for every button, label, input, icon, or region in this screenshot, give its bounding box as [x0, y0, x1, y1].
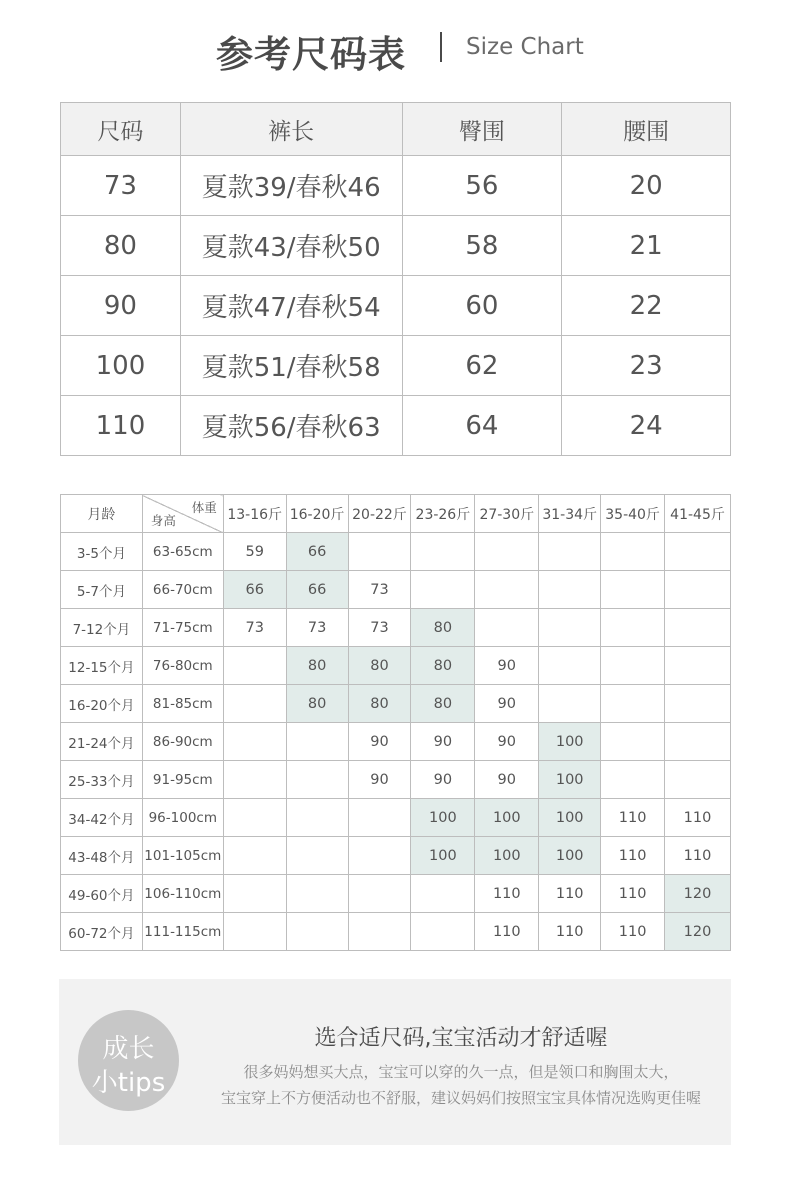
table-row: [61, 533, 731, 571]
size-cell: [475, 533, 539, 571]
header-waist: 腰围: [562, 103, 731, 156]
size-cell: 90: [475, 647, 539, 685]
size-cell: 90: [475, 685, 539, 723]
table-cell: 64: [402, 396, 562, 456]
tips-panel: [59, 979, 731, 1145]
header-weight-height: [142, 495, 223, 533]
size-cell: [286, 761, 348, 799]
table-cell: 58: [402, 216, 562, 276]
title-chinese: 参考尺码表: [216, 33, 406, 76]
size-cell: 59: [223, 533, 286, 571]
height-cell: 96-100cm: [142, 799, 223, 837]
page-title: [0, 22, 790, 78]
size-cell: [665, 685, 731, 723]
size-cell: 100: [539, 837, 601, 875]
table-row: [61, 336, 731, 396]
table-row: [61, 875, 731, 913]
table-cell: 夏款39/春秋46: [180, 156, 402, 216]
height-cell: 81-85cm: [142, 685, 223, 723]
size-cell: 110: [665, 799, 731, 837]
size-cell: [223, 723, 286, 761]
size-cell: [223, 761, 286, 799]
size-cell: 100: [539, 723, 601, 761]
size-cell: [223, 913, 286, 951]
size-cell: [665, 647, 731, 685]
size-cell: 80: [348, 647, 411, 685]
size-table-header-row: [61, 103, 731, 156]
age-cell: 3-5个月: [61, 533, 143, 571]
table-row: [61, 396, 731, 456]
size-cell: 110: [539, 875, 601, 913]
size-cell: 80: [286, 647, 348, 685]
header-weight-range: 31-34斤: [539, 495, 601, 533]
size-cell: [286, 723, 348, 761]
size-cell: 110: [475, 913, 539, 951]
size-cell: [348, 799, 411, 837]
size-cell: [286, 837, 348, 875]
size-cell: 120: [665, 913, 731, 951]
tips-title: 选合适尺码,宝宝活动才舒适喔: [314, 1026, 608, 1051]
size-cell: 73: [223, 609, 286, 647]
size-cell: 100: [475, 799, 539, 837]
size-cell: 110: [475, 875, 539, 913]
size-cell: [348, 875, 411, 913]
size-cell: [348, 533, 411, 571]
size-cell: [665, 533, 731, 571]
height-cell: 106-110cm: [142, 875, 223, 913]
height-cell: 66-70cm: [142, 571, 223, 609]
size-cell: 80: [411, 647, 475, 685]
table-cell: 73: [61, 156, 181, 216]
table-row: [61, 571, 731, 609]
header-weight-range: 35-40斤: [601, 495, 665, 533]
header-weight-range: 16-20斤: [286, 495, 348, 533]
size-cell: 80: [411, 609, 475, 647]
size-cell: 100: [411, 837, 475, 875]
age-cell: 43-48个月: [61, 837, 143, 875]
height-cell: 111-115cm: [142, 913, 223, 951]
size-cell: [348, 913, 411, 951]
size-cell: [348, 837, 411, 875]
tips-badge-line2: 小tips: [91, 1068, 166, 1098]
size-cell: [665, 609, 731, 647]
table-cell: 夏款51/春秋58: [180, 336, 402, 396]
age-cell: 5-7个月: [61, 571, 143, 609]
age-cell: 25-33个月: [61, 761, 143, 799]
table-cell: 110: [61, 396, 181, 456]
title-divider: [440, 32, 442, 62]
size-cell: 90: [475, 723, 539, 761]
age-cell: 12-15个月: [61, 647, 143, 685]
header-weight-range: 20-22斤: [348, 495, 411, 533]
height-cell: 86-90cm: [142, 723, 223, 761]
tips-badge: [78, 1010, 179, 1111]
size-cell: 110: [601, 875, 665, 913]
table-row: [61, 647, 731, 685]
table-row: [61, 216, 731, 276]
table-cell: 夏款43/春秋50: [180, 216, 402, 276]
size-cell: [411, 533, 475, 571]
size-cell: 110: [601, 837, 665, 875]
table-row: [61, 761, 731, 799]
age-cell: 7-12个月: [61, 609, 143, 647]
table-cell: 80: [61, 216, 181, 276]
age-cell: 16-20个月: [61, 685, 143, 723]
size-cell: [601, 647, 665, 685]
table-cell: 56: [402, 156, 562, 216]
size-cell: 90: [348, 761, 411, 799]
table-cell: 夏款47/春秋54: [180, 276, 402, 336]
table-row: [61, 723, 731, 761]
table-row: [61, 156, 731, 216]
height-cell: 91-95cm: [142, 761, 223, 799]
header-weight-range: 13-16斤: [223, 495, 286, 533]
size-cell: [411, 913, 475, 951]
size-cell: [539, 571, 601, 609]
size-cell: 73: [348, 571, 411, 609]
header-weight-range: 23-26斤: [411, 495, 475, 533]
height-cell: 63-65cm: [142, 533, 223, 571]
size-cell: [539, 533, 601, 571]
table-row: [61, 685, 731, 723]
size-cell: [223, 647, 286, 685]
size-cell: [475, 571, 539, 609]
table-cell: 21: [562, 216, 731, 276]
size-cell: [286, 875, 348, 913]
table-row: [61, 276, 731, 336]
table-cell: 90: [61, 276, 181, 336]
size-cell: [601, 609, 665, 647]
size-cell: 80: [348, 685, 411, 723]
size-cell: 80: [286, 685, 348, 723]
table-row: [61, 609, 731, 647]
table-cell: 100: [61, 336, 181, 396]
size-cell: 110: [539, 913, 601, 951]
tips-text-line1: 很多妈妈想买大点，宝宝可以穿的久一点，但是领口和胸围太大，: [243, 1063, 679, 1081]
size-cell: 90: [411, 723, 475, 761]
tips-badge-line1: 成长: [102, 1034, 155, 1064]
size-cell: [665, 761, 731, 799]
size-cell: [601, 761, 665, 799]
header-pants-length: 裤长: [180, 103, 402, 156]
size-cell: [223, 799, 286, 837]
size-cell: 110: [665, 837, 731, 875]
size-cell: 100: [475, 837, 539, 875]
size-cell: [601, 685, 665, 723]
table-cell: 22: [562, 276, 731, 336]
table-cell: 24: [562, 396, 731, 456]
height-cell: 76-80cm: [142, 647, 223, 685]
size-cell: [223, 837, 286, 875]
size-cell: 90: [475, 761, 539, 799]
size-cell: [601, 571, 665, 609]
reference-table-header-row: [61, 495, 731, 533]
table-cell: 62: [402, 336, 562, 396]
title-english: Size Chart: [466, 34, 584, 60]
reference-table: [60, 494, 731, 951]
table-row: [61, 837, 731, 875]
size-cell: [411, 571, 475, 609]
table-row: [61, 913, 731, 951]
size-cell: 66: [286, 533, 348, 571]
table-cell: 夏款56/春秋63: [180, 396, 402, 456]
table-row: [61, 799, 731, 837]
size-cell: 66: [223, 571, 286, 609]
age-cell: 21-24个月: [61, 723, 143, 761]
size-cell: [411, 875, 475, 913]
header-age: 月龄: [61, 495, 143, 533]
size-cell: [665, 571, 731, 609]
size-cell: 73: [286, 609, 348, 647]
size-cell: [601, 533, 665, 571]
size-cell: 90: [411, 761, 475, 799]
size-cell: 90: [348, 723, 411, 761]
header-weight-range: 27-30斤: [475, 495, 539, 533]
size-cell: [475, 609, 539, 647]
size-cell: 100: [411, 799, 475, 837]
table-cell: 20: [562, 156, 731, 216]
size-table: [60, 102, 731, 456]
size-cell: [601, 723, 665, 761]
header-weight: 体重: [191, 500, 217, 515]
age-cell: 34-42个月: [61, 799, 143, 837]
age-cell: 60-72个月: [61, 913, 143, 951]
height-cell: 71-75cm: [142, 609, 223, 647]
size-cell: [286, 913, 348, 951]
size-cell: [539, 647, 601, 685]
size-cell: 80: [411, 685, 475, 723]
table-cell: 23: [562, 336, 731, 396]
size-cell: 66: [286, 571, 348, 609]
size-cell: [286, 799, 348, 837]
size-cell: 110: [601, 913, 665, 951]
size-cell: [665, 723, 731, 761]
size-cell: [539, 685, 601, 723]
size-cell: [223, 685, 286, 723]
table-cell: 60: [402, 276, 562, 336]
header-height: 身高: [150, 513, 176, 528]
header-weight-range: 41-45斤: [665, 495, 731, 533]
header-size: 尺码: [61, 103, 181, 156]
size-cell: 110: [601, 799, 665, 837]
height-cell: 101-105cm: [142, 837, 223, 875]
tips-text-line2: 宝宝穿上不方便活动也不舒服，建议妈妈们按照宝宝具体情况选购更佳喔: [220, 1089, 701, 1107]
size-cell: 120: [665, 875, 731, 913]
header-hip: 臀围: [402, 103, 562, 156]
size-cell: [223, 875, 286, 913]
size-cell: 73: [348, 609, 411, 647]
size-cell: 100: [539, 761, 601, 799]
age-cell: 49-60个月: [61, 875, 143, 913]
size-cell: [539, 609, 601, 647]
size-cell: 100: [539, 799, 601, 837]
